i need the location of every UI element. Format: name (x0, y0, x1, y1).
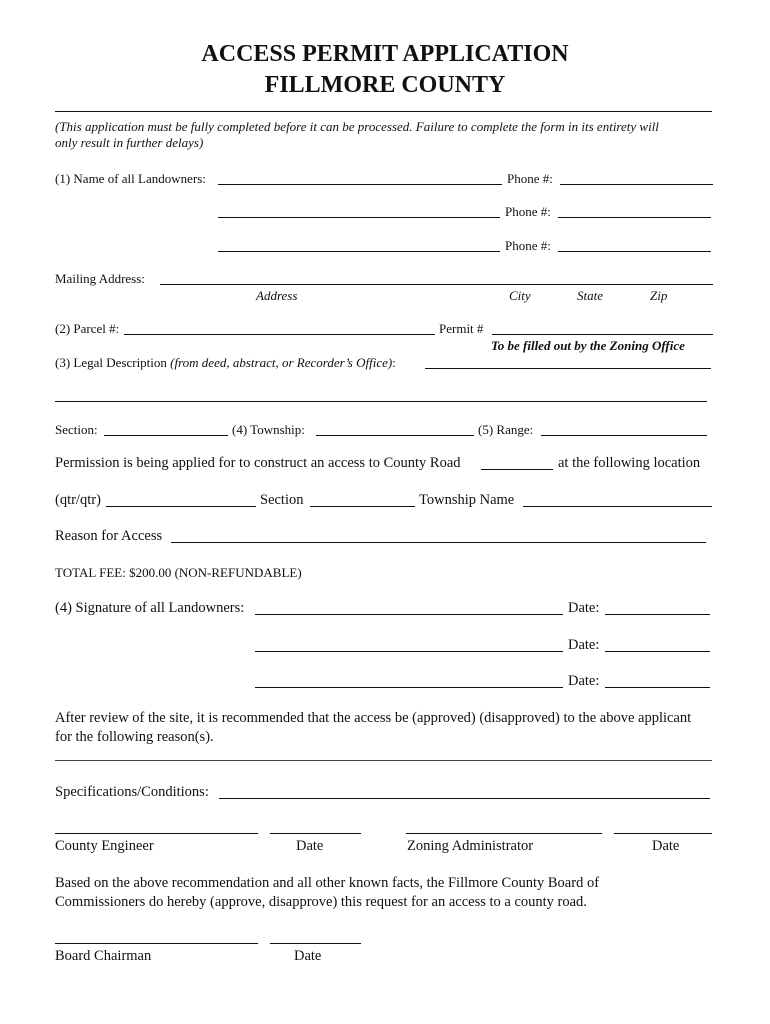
county-engineer-signature-field[interactable] (55, 833, 258, 834)
zoning-admin-date-label: Date (652, 838, 680, 854)
township-name-label: Township Name (419, 492, 515, 508)
permission-text-a: Permission is being applied for to construct an access to County Road (55, 455, 461, 471)
total-fee: TOTAL FEE: $200.00 (NON-REFUNDABLE) (55, 565, 302, 580)
phone-field-1[interactable] (560, 184, 713, 185)
landowner-name-field-2[interactable] (218, 217, 500, 218)
permit-field[interactable] (492, 334, 713, 335)
form-subtitle: FILLMORE COUNTY (264, 72, 506, 98)
county-road-field[interactable] (481, 469, 553, 470)
parcel-label: (2) Parcel #: (55, 321, 120, 336)
phone-field-2[interactable] (558, 217, 711, 218)
phone-label-3: Phone #: (505, 238, 551, 253)
parcel-field[interactable] (124, 334, 435, 335)
signature-date-field-3[interactable] (605, 687, 710, 688)
board-chairman-date-field[interactable] (270, 943, 361, 944)
permit-label: Permit # (439, 321, 484, 336)
township-field[interactable] (316, 435, 474, 436)
signature-date-field-1[interactable] (605, 614, 710, 615)
board-line-2: Commissioners do hereby (approve, disapprove) this request for an access to a county road. (55, 894, 587, 910)
mailing-sub-address: Address (256, 288, 298, 303)
signature-date-label-1: Date: (568, 600, 600, 616)
signatures-label: (4) Signature of all Landowners: (55, 600, 245, 616)
mailing-sub-zip: Zip (650, 288, 668, 303)
qtr-qtr-label: (qtr/qtr) (55, 492, 101, 508)
zoning-admin-date-field[interactable] (614, 833, 712, 834)
permission-section-label: Section (260, 492, 304, 508)
county-engineer-date-field[interactable] (270, 833, 361, 834)
review-line-2: for the following reason(s). (55, 729, 214, 745)
phone-field-3[interactable] (558, 251, 711, 252)
landowners-label: (1) Name of all Landowners: (55, 171, 206, 186)
section-label: Section: (55, 422, 98, 437)
zoning-administrator-label: Zoning Administrator (407, 838, 534, 854)
notice-line-1: (This application must be fully completed before it can be processed. Failure to complete the form in its entirety will (55, 119, 659, 134)
specifications-field[interactable] (219, 798, 710, 799)
title-divider (55, 111, 712, 112)
board-chairman-date-label: Date (294, 948, 322, 964)
reason-field[interactable] (171, 542, 706, 543)
form-title: ACCESS PERMIT APPLICATION (201, 41, 569, 67)
signature-field-1[interactable] (255, 614, 563, 615)
signature-date-field-2[interactable] (605, 651, 710, 652)
board-chairman-label: Board Chairman (55, 948, 152, 964)
specifications-label: Specifications/Conditions: (55, 784, 209, 800)
county-engineer-label: County Engineer (55, 838, 154, 854)
legal-description-field-2[interactable] (55, 401, 707, 402)
zoning-office-note: To be filled out by the Zoning Office (491, 338, 685, 353)
qtr-qtr-field[interactable] (106, 506, 256, 507)
range-field[interactable] (541, 435, 707, 436)
range-label: (5) Range: (478, 422, 534, 437)
reason-label: Reason for Access (55, 528, 163, 544)
review-reason-field[interactable] (55, 760, 712, 761)
mailing-sub-state: State (577, 288, 603, 303)
phone-label-1: Phone #: (507, 171, 553, 186)
township-label: (4) Township: (232, 422, 305, 437)
mailing-address-label: Mailing Address: (55, 271, 145, 286)
mailing-sub-city: City (509, 288, 531, 303)
signature-date-label-2: Date: (568, 637, 600, 653)
permission-text-b: at the following location (558, 455, 701, 471)
signature-field-3[interactable] (255, 687, 563, 688)
board-chairman-signature-field[interactable] (55, 943, 258, 944)
township-name-field[interactable] (523, 506, 712, 507)
legal-description-label: (3) Legal Description (from deed, abstract, or Recorder’s Office): (55, 355, 396, 370)
phone-label-2: Phone #: (505, 204, 551, 219)
zoning-admin-signature-field[interactable] (406, 833, 602, 834)
review-line-1: After review of the site, it is recommended that the access be (approved) (disapproved) to the above applicant (55, 710, 692, 726)
board-line-1: Based on the above recommendation and all other known facts, the Fillmore County Board of (55, 875, 600, 891)
signature-field-2[interactable] (255, 651, 563, 652)
signature-date-label-3: Date: (568, 673, 600, 689)
section-field[interactable] (104, 435, 228, 436)
landowner-name-field-3[interactable] (218, 251, 500, 252)
notice-line-2: only result in further delays) (55, 135, 204, 150)
permission-section-field[interactable] (310, 506, 415, 507)
legal-description-field-1[interactable] (425, 368, 711, 369)
landowner-name-field-1[interactable] (218, 184, 502, 185)
county-engineer-date-label: Date (296, 838, 324, 854)
mailing-address-field[interactable] (160, 284, 713, 285)
